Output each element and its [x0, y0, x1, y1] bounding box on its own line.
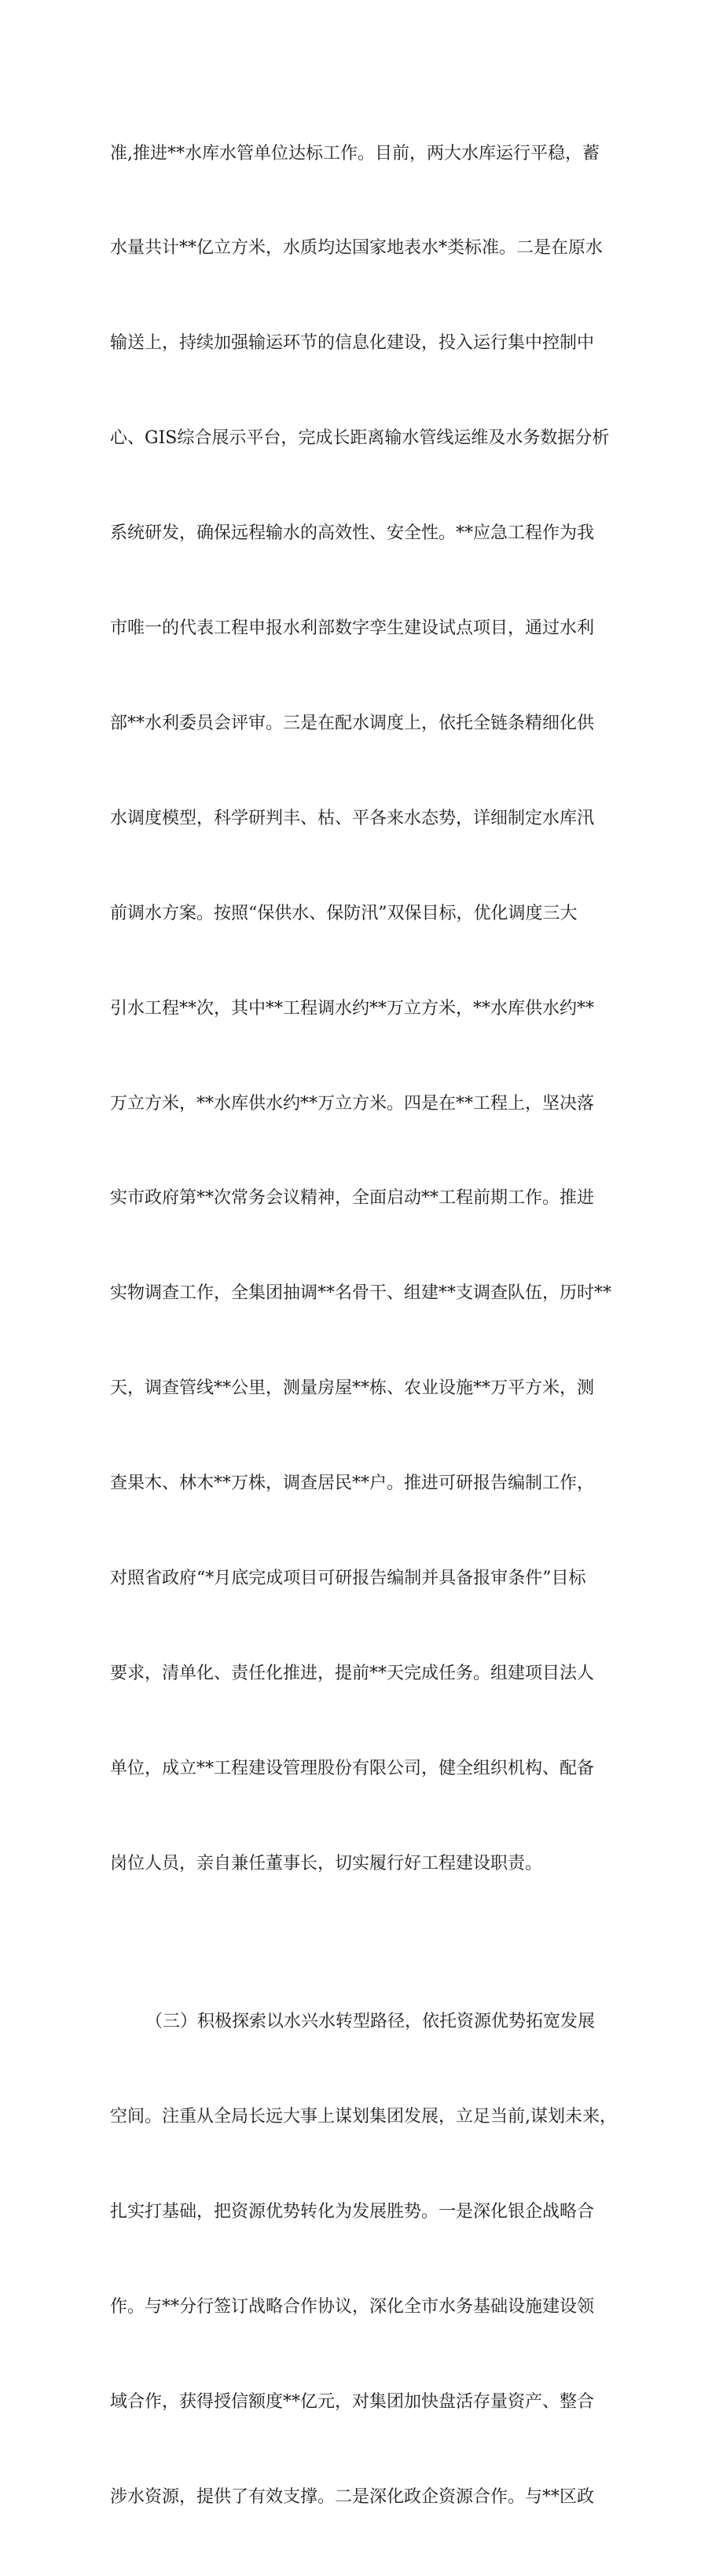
text-line: 水调度模型，科学研判丰、枯、平各来水态势，详细制定水库汛 [110, 808, 595, 828]
text-line: 扎实打基础，把资源优势转化为发展胜势。一是深化银企战略合 [110, 2201, 595, 2222]
text-line: 涉水资源，提供了有效支撑。二是深化政企资源合作。与**区政 [110, 2486, 595, 2507]
text-line: 准,推进**水库水管单位达标工作。目前，两大水库运行平稳，蓄 [110, 143, 600, 163]
text-line: 实物调查工作，全集团抽调**名骨干、组建**支调查队伍，历时** [110, 1283, 612, 1304]
text-line: 引水工程**次，其中**工程调水约**万立方米，**水库供水约** [110, 998, 595, 1018]
text-line: 部**水利委员会评审。三是在配水调度上，依托全链条精细化供 [110, 713, 595, 733]
text-line: 单位，成立**工程建设管理股份有限公司，健全组织机构、配备 [110, 1758, 595, 1778]
text-line: 输送上，持续加强输运环节的信息化建设，投入运行集中控制中 [110, 333, 595, 354]
text-line: 域合作，获得授信额度**亿元，对集团加快盘活存量资产、整合 [110, 2391, 595, 2412]
text-line: 实市政府第**次常务会议精神，全面启动**工程前期工作。推进 [110, 1188, 595, 1209]
text-line: 要求，清单化、责任化推进，提前**天完成任务。组建项目法人 [110, 1663, 595, 1683]
body-text [110, 75, 629, 2576]
paragraph-transformation [110, 1943, 629, 2576]
text-line: 市唯一的代表工程申报水利部数字孪生建设试点项目，通过水利 [110, 618, 595, 639]
text-line: 万立方米，**水库供水约**万立方米。四是在**工程上，坚决落 [110, 1093, 595, 1114]
text-line: 前调水方案。按照“保供水、保防汛”双保目标，优化调度三大 [110, 903, 578, 923]
text-line: 对照省政府“*月底完成项目可研报告编制并具备报审条件”目标 [110, 1568, 586, 1588]
paragraph-water-supply [110, 75, 629, 1943]
text-line: 岗位人员，亲自兼任董事长，切实履行好工程建设职责。 [110, 1853, 543, 1873]
text-line: 查果木、林木**万株，调查居民**户。推进可研报告编制工作， [110, 1473, 595, 1494]
text-line: 心、GIS综合展示平台，完成长距离输水管线运维及水务数据分析 [110, 428, 610, 449]
text-line: 天，调查管线**公里，测量房屋**栋、农业设施**万平方米，测 [110, 1378, 595, 1399]
section-heading-line: （三）积极探索以水兴水转型路径，依托资源优势拓宽发展 [145, 2012, 596, 2032]
text-line: 空间。注重从全局长远大事上谋划集团发展，立足当前,谋划未来， [110, 2107, 617, 2126]
text-line: 作。与**分行签订战略合作协议，深化全市水务基础设施建设领 [110, 2296, 595, 2317]
text-line: 水量共计**亿立方米，水质均达国家地表水*类标准。二是在原水 [110, 238, 604, 259]
text-line: 系统研发，确保远程输水的高效性、安全性。**应急工程作为我 [110, 523, 595, 544]
